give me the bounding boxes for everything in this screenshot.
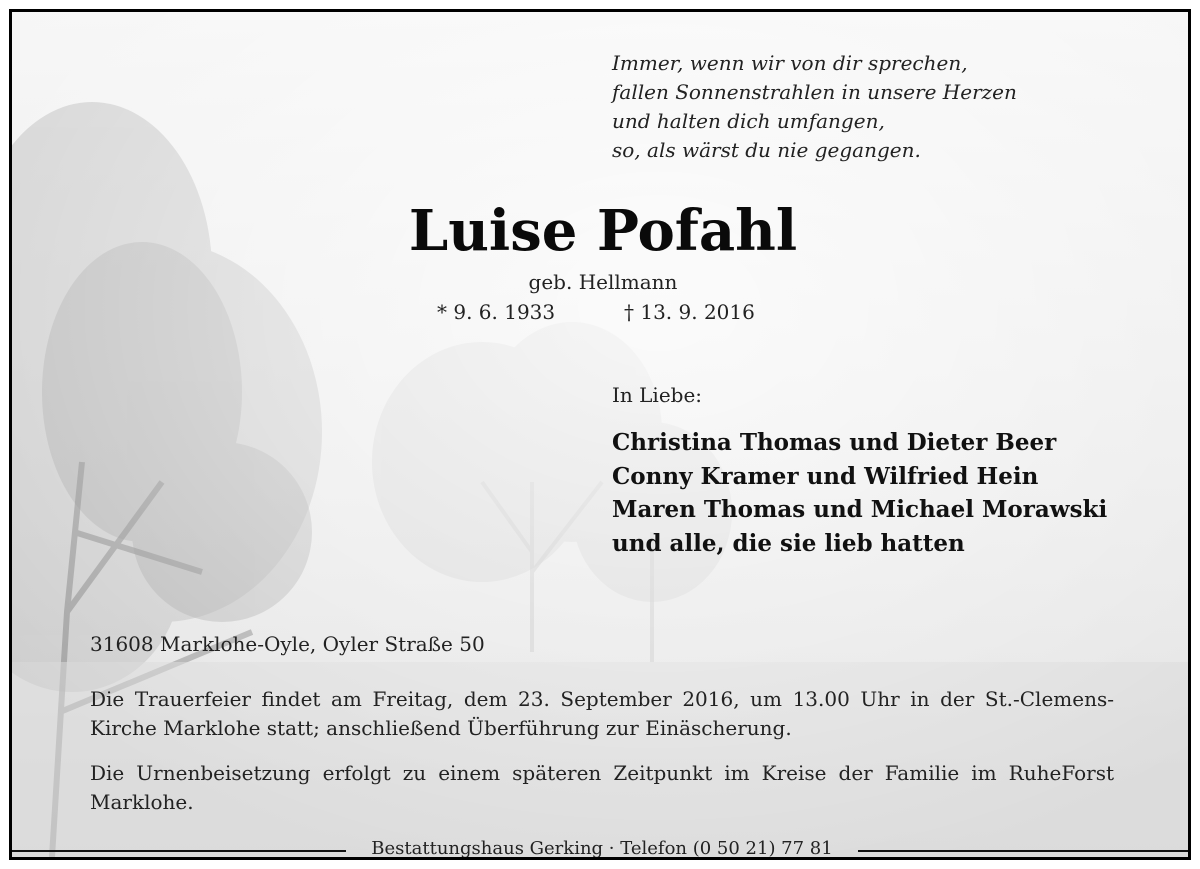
maiden-name: geb. Hellmann	[528, 270, 678, 294]
mourners-label: In Liebe:	[612, 383, 703, 407]
funeral-home-footer: Bestattungshaus Gerking · Telefon (0 50 21) 77 81	[371, 838, 833, 859]
mourner-line: Conny Kramer und Wilfried Hein	[612, 462, 1039, 490]
poem-line: so, als wärst du nie gegangen.	[612, 138, 921, 162]
footer-rule-right	[858, 850, 1191, 852]
death-date: † 13. 9. 2016	[624, 300, 755, 324]
mourners-list	[612, 426, 1107, 560]
footer-rule-left	[12, 850, 346, 852]
poem-line: und halten dich umfangen,	[612, 109, 885, 133]
poem-line: fallen Sonnenstrahlen in unsere Herzen	[612, 80, 1017, 104]
mourner-line: Maren Thomas und Michael Morawski	[612, 496, 1108, 523]
funeral-notice: Die Trauerfeier findet am Freitag, dem 23. September 2016, um 13.00 Uhr in der St.-Clemens-Kirche Marklohe statt; anschließend Überführung zur Einäscherung.	[90, 687, 1114, 740]
birth-date: * 9. 6. 1933	[437, 300, 556, 324]
poem-line: Immer, wenn wir von dir sprechen,	[612, 51, 968, 75]
obituary-frame	[9, 9, 1191, 860]
mourner-line: Christina Thomas und Dieter Beer	[612, 429, 1057, 456]
deceased-name: Luise Pofahl	[408, 198, 798, 264]
burial-notice: Die Urnenbeisetzung erfolgt zu einem späteren Zeitpunkt im Kreise der Familie im RuheForst Marklohe.	[90, 761, 1114, 814]
mourner-line: und alle, die sie lieb hatten	[612, 529, 965, 557]
family-address: 31608 Marklohe-Oyle, Oyler Straße 50	[90, 632, 485, 656]
memorial-poem	[612, 49, 1017, 165]
